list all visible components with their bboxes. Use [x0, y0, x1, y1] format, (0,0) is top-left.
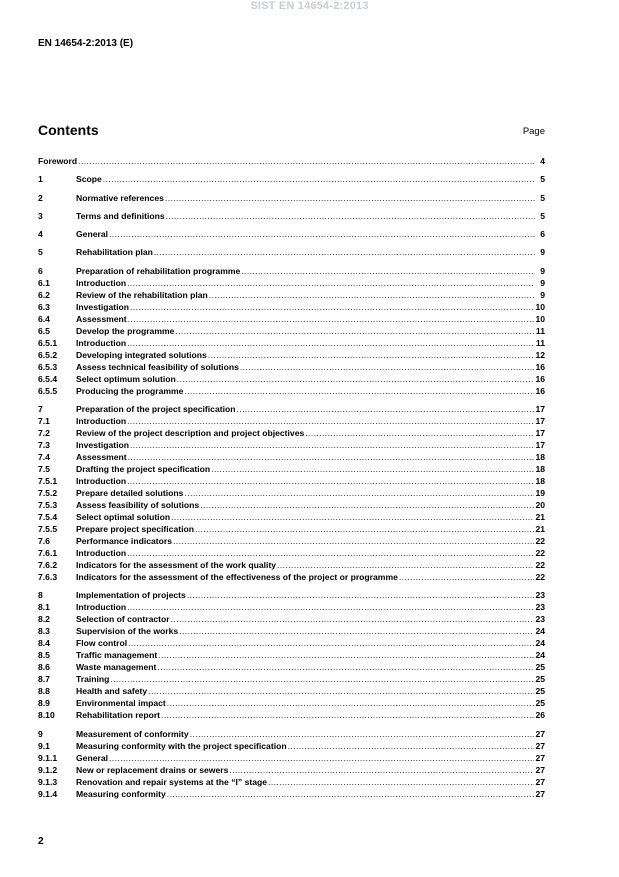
toc-entry-title: Drafting the project specification — [76, 464, 211, 475]
toc-entry-number: 6.5.3 — [38, 361, 58, 372]
toc-entry-title: Flow control — [76, 638, 128, 649]
toc-entry-number: 7.6.2 — [38, 560, 58, 571]
toc-entry[interactable] — [38, 571, 545, 583]
toc-entry-number: 1 — [38, 174, 43, 185]
toc-entry[interactable] — [38, 349, 545, 361]
toc-dot-leader — [110, 673, 534, 685]
toc-entry-number: 9.1.4 — [38, 788, 58, 799]
toc-entry[interactable] — [38, 427, 545, 439]
toc-entry-title: Rehabilitation plan — [76, 247, 153, 258]
toc-entry-number: 8.4 — [38, 638, 50, 649]
toc-dot-leader — [229, 764, 534, 776]
toc-entry[interactable] — [38, 373, 545, 385]
toc-entry-title: Traffic management — [76, 650, 158, 661]
toc-entry-page: 23 — [535, 602, 545, 613]
toc-entry-title: Health and safety — [76, 686, 148, 697]
toc-entry-page: 18 — [535, 452, 545, 463]
toc-entry-title: Performance indicators — [76, 536, 172, 547]
toc-entry[interactable] — [38, 752, 545, 764]
toc-entry-title: Scope — [76, 174, 102, 185]
toc-entry-number: 6.5.1 — [38, 337, 58, 348]
toc-entry[interactable] — [38, 301, 545, 313]
toc-entry-page: 16 — [535, 373, 545, 384]
toc-entry[interactable] — [38, 625, 545, 637]
toc-dot-leader — [167, 697, 535, 709]
toc-dot-leader — [288, 740, 535, 752]
toc-entry-title: General — [76, 229, 109, 240]
toc-entry[interactable] — [38, 589, 545, 601]
toc-dot-leader — [399, 571, 535, 583]
toc-entry-title: Introduction — [76, 476, 127, 487]
toc-dot-leader — [128, 313, 535, 325]
toc-entry-page: 17 — [535, 428, 545, 439]
toc-dot-leader — [305, 427, 534, 439]
toc-entry-page: 11 — [535, 337, 545, 348]
toc-entry-page: 27 — [535, 776, 545, 787]
toc-entry-title: Preparation of the project specification — [76, 404, 236, 415]
toc-entry-number: 5 — [38, 247, 43, 258]
toc-entry-title: Review of the rehabilitation plan — [76, 289, 208, 300]
toc-entry-number: 7.5 — [38, 464, 50, 475]
toc-entry[interactable] — [38, 559, 545, 571]
toc-entry-page: 9 — [540, 289, 545, 300]
toc-entry-page: 10 — [535, 313, 545, 324]
toc-entry-number: 7.1 — [38, 416, 50, 427]
toc-dot-leader — [128, 637, 534, 649]
toc-dot-leader — [184, 487, 534, 499]
toc-entry-number: 8.6 — [38, 662, 50, 673]
toc-entry-title: Measuring conformity — [76, 788, 166, 799]
toc-entry-page: 17 — [535, 440, 545, 451]
toc-entry-number: 6.5.5 — [38, 385, 58, 396]
toc-dot-leader — [148, 685, 534, 697]
toc-entry-page: 18 — [535, 476, 545, 487]
toc-entry-page: 17 — [535, 416, 545, 427]
toc-entry-page: 22 — [535, 572, 545, 583]
toc-dot-leader — [240, 361, 535, 373]
toc-entry[interactable] — [38, 210, 545, 222]
toc-entry[interactable] — [38, 361, 545, 373]
toc-entry-title: Introduction — [76, 548, 127, 559]
page-column-label: Page — [522, 126, 545, 137]
toc-entry-page: 19 — [535, 488, 545, 499]
toc-entry-title: Measuring conformity with the project specification — [76, 740, 287, 751]
toc-entry-title: Measurement of conformity — [76, 728, 189, 739]
toc-dot-leader — [128, 451, 535, 463]
toc-entry[interactable] — [38, 601, 545, 613]
toc-entry-title: Investigation — [76, 301, 130, 312]
toc-entry-number: 7.6 — [38, 536, 50, 547]
toc-entry[interactable] — [38, 547, 545, 559]
toc-dot-leader — [211, 463, 534, 475]
toc-entry-page: 24 — [535, 650, 545, 661]
toc-entry[interactable] — [38, 325, 545, 337]
toc-entry-page: 5 — [540, 192, 545, 203]
toc-entry-number: 6.5 — [38, 325, 50, 336]
toc-dot-leader — [187, 589, 535, 601]
toc-entry[interactable] — [38, 475, 545, 487]
toc-entry-number: 8.7 — [38, 674, 50, 685]
toc-entry-title: Introduction — [76, 277, 127, 288]
toc-entry-number: 8.3 — [38, 626, 50, 637]
toc-dot-leader — [109, 228, 535, 240]
toc-entry-title: Assessment — [76, 452, 127, 463]
toc-entry[interactable] — [38, 740, 545, 752]
toc-entry-page: 24 — [535, 638, 545, 649]
toc-entry-number: 8.1 — [38, 602, 50, 613]
toc-entry-title: Implementation of projects — [76, 590, 186, 601]
toc-entry-number: 7.5.2 — [38, 488, 58, 499]
toc-entry[interactable] — [38, 764, 545, 776]
toc-entry[interactable] — [38, 487, 545, 499]
toc-entry[interactable] — [38, 613, 545, 625]
toc-dot-leader — [179, 625, 534, 637]
toc-entry-page: 21 — [535, 512, 545, 523]
toc-entry-title: Producing the programme — [76, 385, 184, 396]
toc-dot-leader — [127, 337, 535, 349]
toc-dot-leader — [127, 547, 534, 559]
toc-entry[interactable] — [38, 661, 545, 673]
toc-entry-page: 27 — [535, 752, 545, 763]
toc-entry-number: 2 — [38, 192, 43, 203]
toc-entry-page: 16 — [535, 361, 545, 372]
toc-entry-number: 6.1 — [38, 277, 50, 288]
toc-entry[interactable] — [38, 535, 545, 547]
toc-entry-title: Supervision of the works — [76, 626, 179, 637]
toc-entry-page: 9 — [540, 277, 545, 288]
toc-entry[interactable] — [38, 385, 545, 397]
toc-entry-title: Select optimum solution — [76, 373, 176, 384]
toc-entry-number: 6 — [38, 265, 43, 276]
toc-entry[interactable] — [38, 637, 545, 649]
toc-entry-page: 9 — [540, 247, 545, 258]
toc-dot-leader — [154, 246, 535, 258]
toc-entry-number: 8.9 — [38, 698, 50, 709]
toc-entry-number: 8.5 — [38, 650, 50, 661]
toc-entry-number: 7.5.5 — [38, 524, 58, 535]
toc-entry[interactable] — [38, 788, 545, 800]
toc-entry-title: Assess feasibility of solutions — [76, 500, 200, 511]
toc-entry-title: Training — [76, 674, 110, 685]
toc-entry-title: Developing integrated solutions — [76, 349, 207, 360]
toc-entry-title: Assessment — [76, 313, 127, 324]
toc-entry-page: 27 — [535, 764, 545, 775]
toc-entry-page: 12 — [535, 349, 545, 360]
toc-dot-leader — [161, 709, 534, 721]
toc-entry[interactable] — [38, 673, 545, 685]
toc-entry-number: 3 — [38, 210, 43, 221]
toc-entry-number: 8.2 — [38, 614, 50, 625]
toc-dot-leader — [130, 301, 534, 313]
toc-dot-leader — [175, 325, 535, 337]
toc-dot-leader — [109, 752, 534, 764]
page-number: 2 — [38, 836, 44, 847]
toc-dot-leader — [127, 415, 534, 427]
toc-entry[interactable] — [38, 155, 545, 167]
toc-entry[interactable] — [38, 685, 545, 697]
toc-dot-leader — [195, 523, 534, 535]
toc-entry-page: 24 — [535, 626, 545, 637]
toc-entry-number: 6.5.2 — [38, 349, 58, 360]
toc-entry-title: Rehabilitation report — [76, 710, 161, 721]
toc-entry[interactable] — [38, 313, 545, 325]
watermark: SIST EN 14654-2:2013 — [250, 0, 369, 12]
toc-entry-page: 23 — [535, 590, 545, 601]
toc-entry-title: Indicators for the assessment of the effectiveness of the project or programme — [76, 572, 398, 583]
toc-entry-page: 27 — [535, 788, 545, 799]
toc-entry-page: 4 — [540, 156, 545, 166]
toc-dot-leader — [268, 776, 534, 788]
toc-entry-number: 9 — [38, 728, 43, 739]
toc-entry-title: General — [76, 752, 109, 763]
toc-entry-title: Preparation of rehabilitation programme — [76, 265, 241, 276]
toc-entry-page: 22 — [535, 560, 545, 571]
toc-entry[interactable] — [38, 728, 545, 740]
toc-entry-page: 22 — [535, 548, 545, 559]
toc-entry-number: 6.5.4 — [38, 373, 58, 384]
toc-dot-leader — [241, 265, 535, 277]
toc-entry-title: Renovation and repair systems at the “I” stage — [76, 776, 268, 787]
toc-entry-title: Introduction — [76, 337, 127, 348]
toc-entry-number: 4 — [38, 229, 43, 240]
toc-entry[interactable] — [38, 289, 545, 301]
toc-entry-page: 25 — [535, 686, 545, 697]
toc-entry[interactable] — [38, 499, 545, 511]
toc-entry-title: Develop the programme — [76, 325, 175, 336]
toc-entry[interactable] — [38, 265, 545, 277]
toc-dot-leader — [173, 535, 534, 547]
toc-entry[interactable] — [38, 511, 545, 523]
toc-entry-number: 6.4 — [38, 313, 50, 324]
toc-dot-leader — [158, 649, 534, 661]
toc-dot-leader — [171, 613, 535, 625]
toc-entry-number: 8.8 — [38, 686, 50, 697]
toc-entry[interactable] — [38, 337, 545, 349]
toc-dot-leader — [127, 601, 534, 613]
toc-entry-number: 8.10 — [38, 710, 55, 721]
toc-entry-page: 27 — [535, 728, 545, 739]
toc-entry[interactable] — [38, 523, 545, 535]
toc-dot-leader — [166, 210, 535, 222]
toc-entry-title: Introduction — [76, 416, 127, 427]
toc-entry[interactable] — [38, 192, 545, 204]
toc-dot-leader — [103, 173, 535, 185]
toc-dot-leader — [209, 289, 535, 301]
toc-entry-number: 7 — [38, 404, 43, 415]
toc-entry-page: 21 — [535, 524, 545, 535]
toc-entry-number: 7.2 — [38, 428, 50, 439]
toc-entry-page: 6 — [540, 229, 545, 240]
toc-entry-number: 9.1.1 — [38, 752, 58, 763]
toc-entry-title: Prepare project specification — [76, 524, 194, 535]
toc-entry[interactable] — [38, 776, 545, 788]
toc-dot-leader — [190, 728, 535, 740]
toc-entry-page: 9 — [540, 265, 545, 276]
toc-entry-page: 25 — [535, 662, 545, 673]
toc-entry-page: 16 — [535, 385, 545, 396]
toc-dot-leader — [277, 559, 534, 571]
toc-dot-leader — [127, 277, 535, 289]
toc-entry-number: 7.5.1 — [38, 476, 58, 487]
toc-entry-title: Investigation — [76, 440, 130, 451]
toc-entry-page: 22 — [535, 536, 545, 547]
toc-entry[interactable] — [38, 415, 545, 427]
toc-entry-number: 7.6.1 — [38, 548, 58, 559]
toc-entry[interactable] — [38, 246, 545, 258]
toc-entry[interactable] — [38, 403, 545, 415]
toc-entry-title: Select optimal solution — [76, 512, 171, 523]
toc-entry-title: Indicators for the assessment of the work quality — [76, 560, 277, 571]
toc-entry-number: 9.1 — [38, 740, 50, 751]
toc-dot-leader — [171, 511, 534, 523]
toc-entry-page: 26 — [535, 710, 545, 721]
toc-dot-leader — [130, 439, 534, 451]
toc-entry-page: 10 — [535, 301, 545, 312]
toc-entry-title: Review of the project description and project objectives — [76, 428, 305, 439]
toc-entry-page: 11 — [535, 325, 545, 336]
toc-entry[interactable] — [38, 463, 545, 475]
toc-entry[interactable] — [38, 451, 545, 463]
toc-entry-title: Selection of contractor — [76, 614, 170, 625]
toc-entry-title: New or replacement drains or sewers — [76, 764, 229, 775]
toc-entry-page: 25 — [535, 698, 545, 709]
toc-dot-leader — [127, 475, 534, 487]
toc-entry-title: Waste management — [76, 662, 157, 673]
toc-entry-number: 7.6.3 — [38, 572, 58, 583]
toc-dot-leader — [78, 155, 535, 167]
toc-entry-page: 23 — [535, 614, 545, 625]
toc-entry[interactable] — [38, 228, 545, 240]
toc-dot-leader — [184, 385, 534, 397]
toc-entry-page: 25 — [535, 674, 545, 685]
toc-entry-title: Prepare detailed solutions — [76, 488, 184, 499]
toc-entry-title: Terms and definitions — [76, 210, 165, 221]
document-id: EN 14654-2:2013 (E) — [38, 38, 134, 49]
table-of-contents — [38, 155, 545, 800]
toc-entry-number: 7.3 — [38, 440, 50, 451]
toc-entry-page: 5 — [540, 210, 545, 221]
toc-entry-number: 7.5.3 — [38, 500, 58, 511]
toc-entry-number: 6.2 — [38, 289, 50, 300]
toc-entry-page: 27 — [535, 740, 545, 751]
toc-entry-page: 20 — [535, 500, 545, 511]
toc-entry-page: 17 — [535, 404, 545, 415]
toc-entry-title: Normative references — [76, 192, 164, 203]
toc-entry[interactable] — [38, 277, 545, 289]
toc-entry-number: 6.3 — [38, 301, 50, 312]
toc-entry-number: 7.4 — [38, 452, 50, 463]
toc-entry-title: Foreword — [38, 156, 78, 166]
toc-dot-leader — [200, 499, 534, 511]
toc-dot-leader — [165, 192, 535, 204]
toc-entry[interactable] — [38, 439, 545, 451]
toc-dot-leader — [237, 403, 535, 415]
contents-heading: Contents — [38, 122, 99, 138]
toc-entry-number: 7.5.4 — [38, 512, 58, 523]
toc-entry[interactable] — [38, 697, 545, 709]
toc-entry-title: Assess technical feasibility of solutions — [76, 361, 239, 372]
toc-entry-title: Environmental impact — [76, 698, 166, 709]
toc-dot-leader — [157, 661, 534, 673]
toc-entry-page: 18 — [535, 464, 545, 475]
toc-entry-number: 9.1.3 — [38, 776, 58, 787]
toc-entry-page: 5 — [540, 174, 545, 185]
toc-dot-leader — [208, 349, 535, 361]
toc-entry[interactable] — [38, 709, 545, 721]
toc-entry[interactable] — [38, 649, 545, 661]
toc-entry[interactable] — [38, 173, 545, 185]
toc-entry-title: Introduction — [76, 602, 127, 613]
toc-entry-number: 9.1.2 — [38, 764, 58, 775]
toc-dot-leader — [177, 373, 535, 385]
toc-entry-number: 8 — [38, 590, 43, 601]
toc-dot-leader — [167, 788, 535, 800]
